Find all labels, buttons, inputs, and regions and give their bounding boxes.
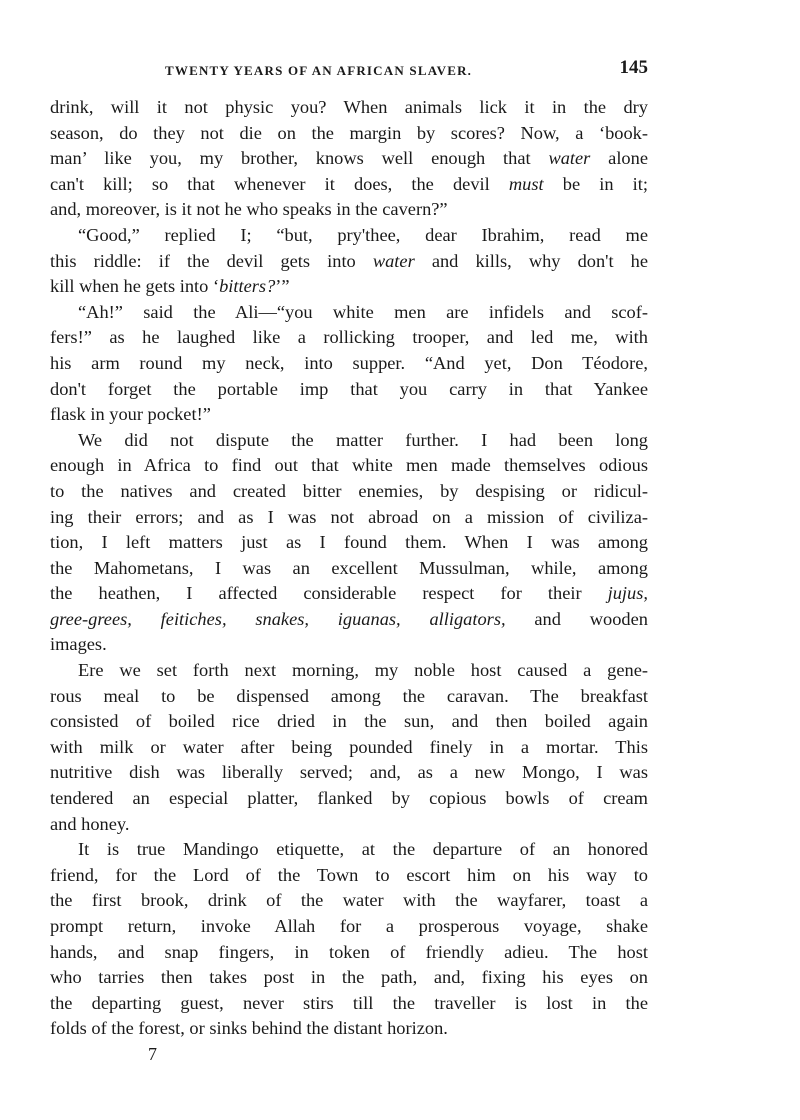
page-number: 145 [619,57,648,78]
text-line: It is true Mandingo etiquette, at the departure of an honored [78,839,648,860]
text-line: folds of the forest, or sinks behind the distant horizon. [50,1018,448,1039]
italic-word: water [372,250,415,271]
italic-word: iguanas, [337,608,401,629]
italic-word: bitters? [219,276,276,297]
text-line: this riddle: if the devil gets into water and kills, why don't he [50,250,649,271]
italic-word: must [508,173,544,194]
running-head: TWENTY YEARS OF AN AFRICAN SLAVER. [165,63,473,78]
text-line: drink, will it not physic you? When animals lick it in the dry [50,97,648,117]
text-line: who tarries then takes post in the path, and, fixing his eyes on [50,967,648,988]
text-line: flask in your pocket!” [50,404,211,425]
text-line: his arm round my neck, into supper. “And yet, Don Téodore, [50,352,648,373]
text-line: images. [50,634,107,655]
italic-word: feitiches, [160,608,227,629]
text-line: rous meal to be dispensed among the caravan. The breakfast [50,685,648,706]
text-line: prompt return, invoke Allah for a prosperous voyage, shake [50,916,648,936]
text-line: can't kill; so that whenever it does, the devil must be in it; [50,173,648,194]
text-line: season, do they not die on the margin by scores? Now, a ‘book- [50,122,648,143]
italic-word: water [548,148,591,169]
text-line: ing their errors; and as I was not abroad on a mission of civiliza- [50,506,648,527]
text-line: enough in Africa to find out that white men made themselves odious [50,455,648,476]
text-line: kill when he gets into ‘bitters?’” [50,276,290,297]
text-line: the departing guest, never stirs till the traveller is lost in the [50,992,648,1013]
text-line: the Mahometans, I was an excellent Mussulman, while, among [50,557,648,578]
text-line: “Good,” replied I; “but, pry'thee, dear Ibrahim, read me [78,224,648,245]
italic-word: snakes, [255,608,309,629]
text-line: “Ah!” said the Ali—“you white men are infidels and scof- [78,301,648,322]
text-line: hands, and snap fingers, in token of friendly adieu. The host [50,941,648,962]
text-line: nutritive dish was liberally served; and, as a new Mongo, I was [50,762,648,783]
text-line: tion, I left matters just as I found them. When I was among [50,532,648,553]
page-header [50,55,648,85]
text-line: with milk or water after being pounded finely in a mortar. This [50,736,648,757]
signature-mark: 7 [148,1043,157,1064]
text-line: man’ like you, my brother, knows well enough that water alone [50,148,648,169]
italic-word: jujus, [607,583,648,604]
text-line: and, moreover, is it not he who speaks in the cavern?” [50,199,448,220]
body-text [50,95,648,1042]
text-line: tendered an especial platter, flanked by copious bowls of cream [50,788,648,809]
text-line: We did not dispute the matter further. I had been long [78,429,648,450]
book-page [50,55,648,1065]
text-line: to the natives and created bitter enemies, by despising or ridicul- [50,480,648,501]
text-line: and honey. [50,813,130,834]
text-line: the first brook, drink of the water with the wayfarer, toast a [50,890,648,911]
italic-word: alligators, [429,608,506,629]
text-line: fers!” as he laughed like a rollicking trooper, and led me, with [50,327,648,348]
text-line: don't forget the portable imp that you carry in that Yankee [50,378,648,399]
text-line: gree-grees, feitiches, snakes, iguanas, alligators, and wooden [50,608,648,629]
text-line: friend, for the Lord of the Town to escort him on his way to [50,864,648,885]
italic-word: gree-grees, [50,608,132,629]
text-line: consisted of boiled rice dried in the sun, and then boiled again [50,711,648,732]
text-line: Ere we set forth next morning, my noble host caused a gene- [78,660,648,681]
text-line: the heathen, I affected considerable respect for their jujus, [50,583,648,604]
